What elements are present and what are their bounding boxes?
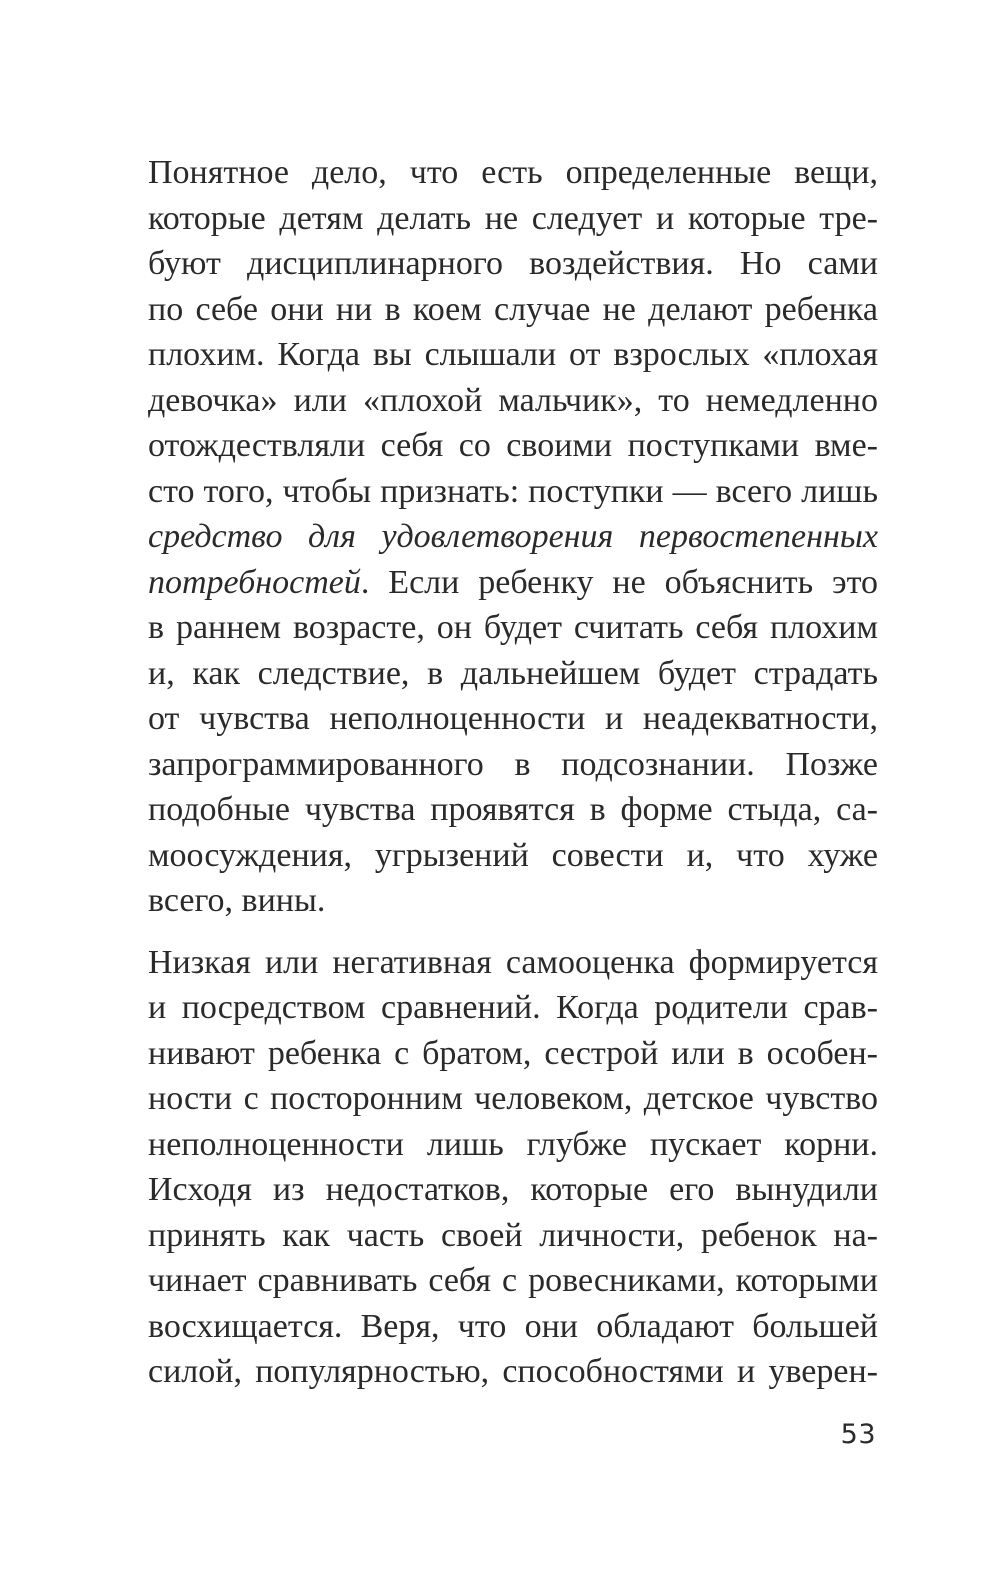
- text-line: которые детям делать не следует и которые тре-: [148, 199, 878, 237]
- text-line: восхищается. Веря, что они обладают большей: [148, 1307, 878, 1345]
- page-number: 53: [840, 1419, 876, 1450]
- text-line: по себе они ни в коем случае не делают ребенка: [148, 290, 878, 328]
- text-line: Исходя из недостатков, которые его вынудили: [148, 1171, 878, 1208]
- text-line: сто того, чтобы признать: поступки — всего лишь: [148, 472, 878, 510]
- text-line: Низкая или негативная самооценка формируется: [148, 943, 878, 981]
- text-line: отождествляли себя со своими поступками вме-: [148, 427, 878, 464]
- text-line: ности с посторонним человеком, детское чувство: [148, 1080, 878, 1117]
- text-line: неполноценности лишь глубже пускает корни.: [148, 1125, 878, 1163]
- text-line-italic: средство для удовлетворения первостепенных: [148, 518, 878, 555]
- paragraph: [148, 150, 878, 924]
- text-line: нивают ребенка с братом, сестрой или в особен-: [148, 1034, 878, 1072]
- text-fragment: . Если ребенку не объяснить это: [360, 563, 878, 601]
- paragraph: [148, 940, 878, 1395]
- text-line: [148, 560, 878, 606]
- body-text: [148, 150, 878, 1395]
- text-line: и посредством сравнений. Когда родители срав-: [148, 989, 878, 1026]
- text-line: подобные чувства проявятся в форме стыда, са-: [148, 791, 878, 828]
- text-line: силой, популярностью, способностями и уверен-: [148, 1353, 878, 1390]
- text-line: моосуждения, угрызений совести и, что хуже: [148, 836, 878, 874]
- text-line: буют дисциплинарного воздействия. Но сами: [148, 245, 878, 282]
- text-line: в раннем возрасте, он будет считать себя плохим: [148, 609, 878, 646]
- text-line: чинает сравнивать себя с ровесниками, которыми: [148, 1262, 878, 1299]
- text-line: плохим. Когда вы слышали от взрослых «плохая: [148, 336, 878, 373]
- text-line: девочка» или «плохой мальчик», то немедленно: [148, 381, 878, 419]
- text-line: всего, вины.: [148, 882, 326, 919]
- text-line: запрограммированного в подсознании. Позже: [148, 745, 878, 783]
- text-line: Понятное дело, что есть определенные вещи,: [148, 154, 878, 191]
- italic-fragment: потребностей: [148, 563, 361, 601]
- paragraph-spacer: [148, 924, 878, 940]
- text-line: принять как часть своей личности, ребенок на-: [148, 1216, 878, 1254]
- text-line: и, как следствие, в дальнейшем будет страдать: [148, 654, 878, 692]
- text-line: от чувства неполноценности и неадекватности,: [148, 700, 878, 737]
